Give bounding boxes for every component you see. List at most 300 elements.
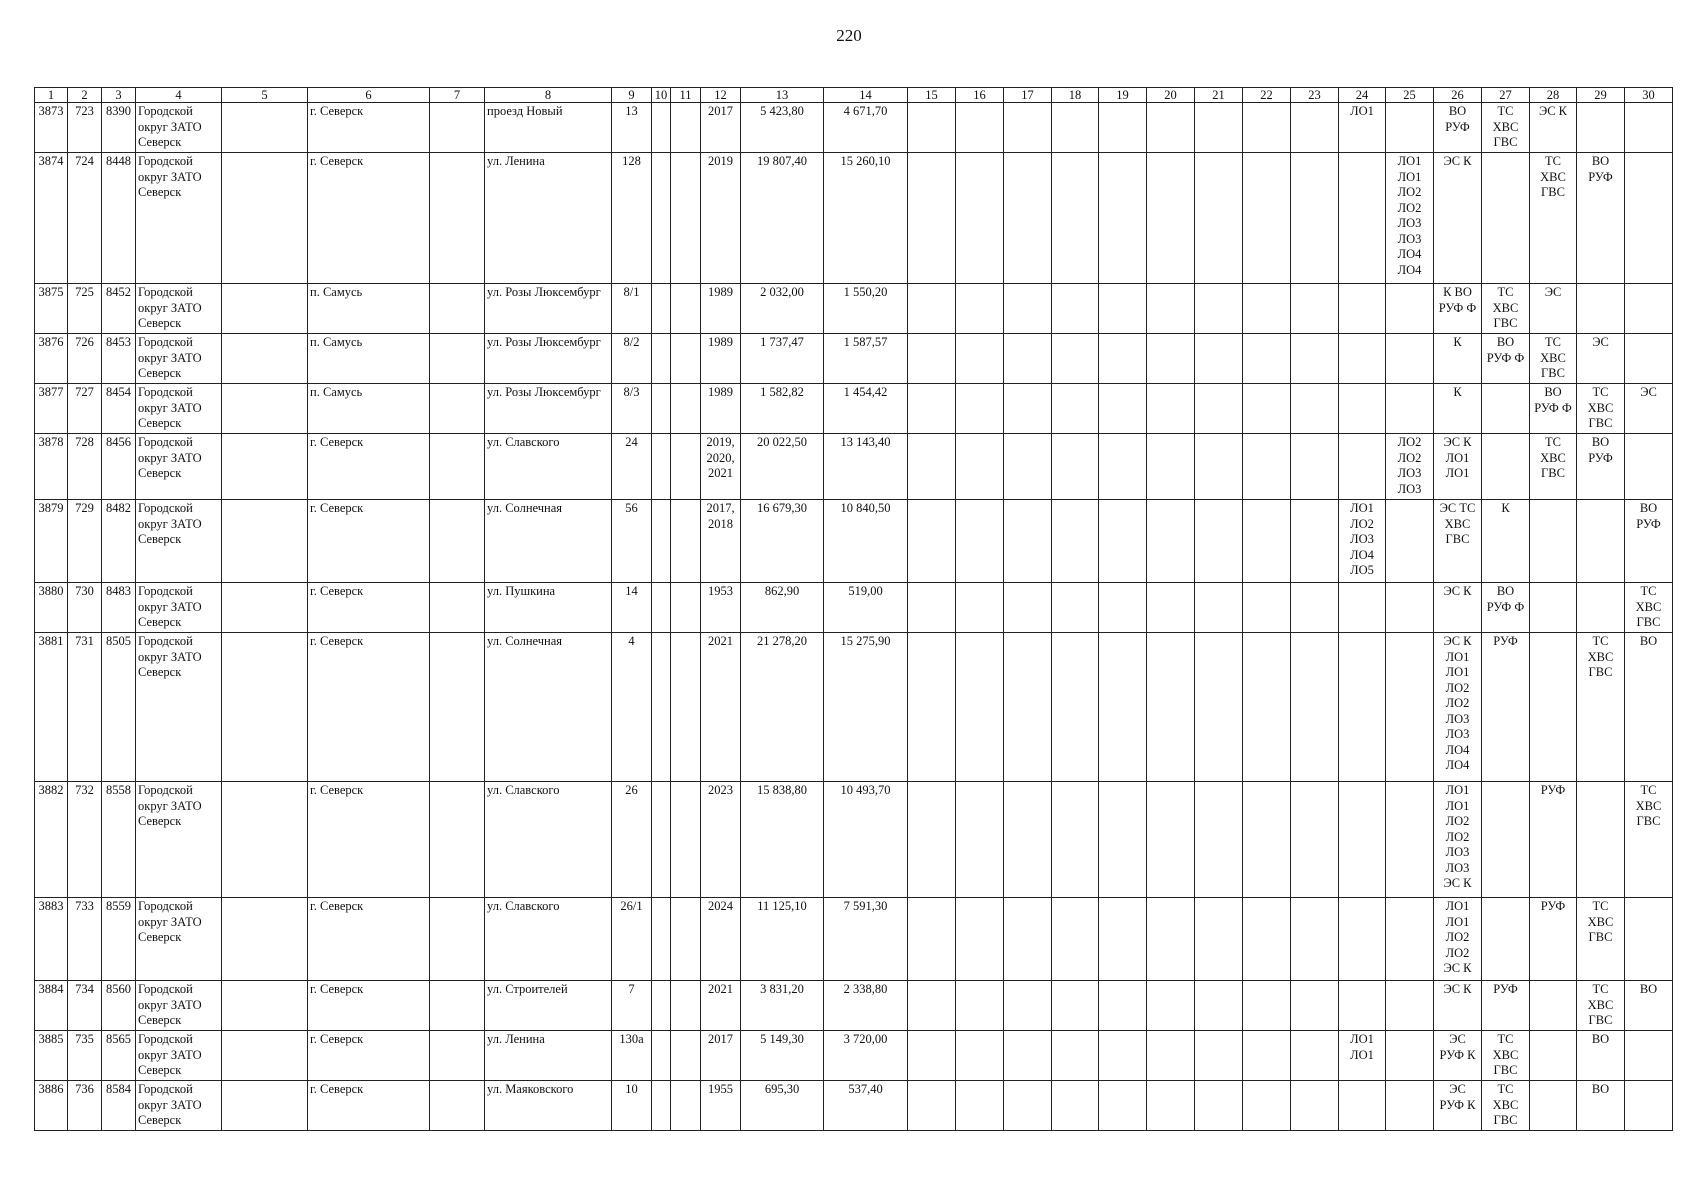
cell-col-14: 519,00 [824, 583, 908, 633]
cell-col-30: ВО РУФ [1625, 500, 1673, 583]
cell-col-7 [430, 153, 485, 284]
cell-col-11 [671, 633, 701, 782]
cell-col-27: ТС ХВС ГВС [1482, 1081, 1530, 1131]
cell-col-8: ул. Славского [485, 898, 612, 981]
cell-col-1: 3886 [35, 1081, 68, 1131]
cell-col-8: ул. Солнечная [485, 500, 612, 583]
cell-col-12: 2019, 2020, 2021 [701, 434, 741, 500]
cell-col-3: 8456 [102, 434, 136, 500]
cell-col-10 [652, 153, 671, 284]
cell-col-12: 1989 [701, 384, 741, 434]
cell-col-12: 2021 [701, 981, 741, 1031]
cell-col-18 [1052, 981, 1099, 1031]
cell-col-16 [956, 583, 1004, 633]
cell-col-18 [1052, 898, 1099, 981]
cell-col-16 [956, 153, 1004, 284]
column-number-24: 24 [1339, 88, 1386, 103]
cell-col-24 [1339, 284, 1386, 334]
cell-col-10 [652, 583, 671, 633]
cell-col-10 [652, 1081, 671, 1131]
table-row [35, 103, 1673, 153]
cell-col-26: ЭС РУФ К [1434, 1081, 1482, 1131]
cell-col-23 [1291, 284, 1339, 334]
cell-col-8: ул. Солнечная [485, 633, 612, 782]
cell-col-12: 2017 [701, 103, 741, 153]
cell-col-12: 2017 [701, 1031, 741, 1081]
cell-col-24 [1339, 898, 1386, 981]
cell-col-7 [430, 583, 485, 633]
cell-col-22 [1243, 334, 1291, 384]
cell-col-24 [1339, 583, 1386, 633]
cell-col-24 [1339, 434, 1386, 500]
cell-col-9: 7 [612, 981, 652, 1031]
cell-col-3: 8560 [102, 981, 136, 1031]
cell-col-18 [1052, 782, 1099, 898]
cell-col-1: 3875 [35, 284, 68, 334]
cell-col-28 [1530, 981, 1577, 1031]
cell-col-29 [1577, 284, 1625, 334]
cell-col-19 [1099, 153, 1147, 284]
cell-col-17 [1004, 153, 1052, 284]
cell-col-26: ЭС К [1434, 583, 1482, 633]
cell-col-29: ВО РУФ [1577, 434, 1625, 500]
cell-col-17 [1004, 898, 1052, 981]
cell-col-3: 8558 [102, 782, 136, 898]
cell-col-3: 8505 [102, 633, 136, 782]
cell-col-21 [1195, 500, 1243, 583]
cell-col-19 [1099, 500, 1147, 583]
cell-col-15 [908, 500, 956, 583]
cell-col-5 [222, 633, 308, 782]
cell-col-5 [222, 898, 308, 981]
cell-col-21 [1195, 583, 1243, 633]
cell-col-3: 8483 [102, 583, 136, 633]
cell-col-4: Городской округ ЗАТО Северск [136, 384, 222, 434]
cell-col-22 [1243, 284, 1291, 334]
cell-col-22 [1243, 434, 1291, 500]
cell-col-30: ВО [1625, 633, 1673, 782]
cell-col-27: РУФ [1482, 633, 1530, 782]
cell-col-18 [1052, 1081, 1099, 1131]
cell-col-29: ТС ХВС ГВС [1577, 633, 1625, 782]
column-number-11: 11 [671, 88, 701, 103]
cell-col-5 [222, 1081, 308, 1131]
cell-col-25 [1386, 334, 1434, 384]
cell-col-29: ВО [1577, 1031, 1625, 1081]
cell-col-27 [1482, 782, 1530, 898]
column-number-21: 21 [1195, 88, 1243, 103]
cell-col-25 [1386, 898, 1434, 981]
page-number: 220 [836, 26, 862, 45]
cell-col-23 [1291, 898, 1339, 981]
cell-col-24 [1339, 384, 1386, 434]
cell-col-24 [1339, 981, 1386, 1031]
table-row [35, 153, 1673, 284]
cell-col-1: 3878 [35, 434, 68, 500]
cell-col-14: 1 587,57 [824, 334, 908, 384]
cell-col-14: 4 671,70 [824, 103, 908, 153]
cell-col-28: ЭС К [1530, 103, 1577, 153]
cell-col-4: Городской округ ЗАТО Северск [136, 1081, 222, 1131]
cell-col-2: 735 [68, 1031, 102, 1081]
cell-col-16 [956, 633, 1004, 782]
cell-col-28 [1530, 1031, 1577, 1081]
cell-col-26: ВО РУФ [1434, 103, 1482, 153]
cell-col-6: п. Самусь [308, 284, 430, 334]
cell-col-22 [1243, 782, 1291, 898]
cell-col-11 [671, 898, 701, 981]
cell-col-11 [671, 434, 701, 500]
cell-col-7 [430, 782, 485, 898]
cell-col-28 [1530, 633, 1577, 782]
cell-col-23 [1291, 500, 1339, 583]
cell-col-15 [908, 103, 956, 153]
cell-col-23 [1291, 1081, 1339, 1131]
cell-col-28: ТС ХВС ГВС [1530, 434, 1577, 500]
cell-col-13: 20 022,50 [741, 434, 824, 500]
cell-col-24: ЛО1 ЛО1 [1339, 1031, 1386, 1081]
cell-col-20 [1147, 384, 1195, 434]
cell-col-9: 8/2 [612, 334, 652, 384]
cell-col-14: 15 275,90 [824, 633, 908, 782]
cell-col-6: г. Северск [308, 1081, 430, 1131]
cell-col-1: 3877 [35, 384, 68, 434]
cell-col-6: г. Северск [308, 500, 430, 583]
cell-col-15 [908, 981, 956, 1031]
cell-col-20 [1147, 782, 1195, 898]
cell-col-21 [1195, 981, 1243, 1031]
cell-col-6: г. Северск [308, 103, 430, 153]
cell-col-4: Городской округ ЗАТО Северск [136, 103, 222, 153]
cell-col-4: Городской округ ЗАТО Северск [136, 153, 222, 284]
cell-col-7 [430, 1081, 485, 1131]
cell-col-26: ЭС К ЛО1 ЛО1 ЛО2 ЛО2 ЛО3 ЛО3 ЛО4 ЛО4 [1434, 633, 1482, 782]
cell-col-23 [1291, 1031, 1339, 1081]
cell-col-22 [1243, 153, 1291, 284]
column-number-30: 30 [1625, 88, 1673, 103]
cell-col-23 [1291, 633, 1339, 782]
column-number-27: 27 [1482, 88, 1530, 103]
cell-col-25: ЛО2 ЛО2 ЛО3 ЛО3 [1386, 434, 1434, 500]
cell-col-8: ул. Славского [485, 434, 612, 500]
cell-col-11 [671, 583, 701, 633]
cell-col-16 [956, 284, 1004, 334]
cell-col-4: Городской округ ЗАТО Северск [136, 284, 222, 334]
column-number-5: 5 [222, 88, 308, 103]
cell-col-26: ЛО1 ЛО1 ЛО2 ЛО2 ЭС К [1434, 898, 1482, 981]
cell-col-12: 2021 [701, 633, 741, 782]
cell-col-10 [652, 500, 671, 583]
cell-col-11 [671, 103, 701, 153]
cell-col-14: 2 338,80 [824, 981, 908, 1031]
cell-col-20 [1147, 1031, 1195, 1081]
cell-col-25 [1386, 384, 1434, 434]
cell-col-11 [671, 981, 701, 1031]
cell-col-4: Городской округ ЗАТО Северск [136, 898, 222, 981]
cell-col-2: 730 [68, 583, 102, 633]
cell-col-22 [1243, 384, 1291, 434]
cell-col-17 [1004, 103, 1052, 153]
cell-col-11 [671, 153, 701, 284]
cell-col-24: ЛО1 ЛО2 ЛО3 ЛО4 ЛО5 [1339, 500, 1386, 583]
column-number-4: 4 [136, 88, 222, 103]
cell-col-25 [1386, 583, 1434, 633]
cell-col-23 [1291, 981, 1339, 1031]
cell-col-21 [1195, 1081, 1243, 1131]
cell-col-6: г. Северск [308, 981, 430, 1031]
cell-col-2: 734 [68, 981, 102, 1031]
cell-col-14: 15 260,10 [824, 153, 908, 284]
cell-col-14: 10 840,50 [824, 500, 908, 583]
column-number-22: 22 [1243, 88, 1291, 103]
cell-col-17 [1004, 981, 1052, 1031]
cell-col-10 [652, 103, 671, 153]
cell-col-13: 5 423,80 [741, 103, 824, 153]
cell-col-24 [1339, 334, 1386, 384]
cell-col-10 [652, 384, 671, 434]
cell-col-2: 725 [68, 284, 102, 334]
column-number-16: 16 [956, 88, 1004, 103]
cell-col-6: п. Самусь [308, 384, 430, 434]
cell-col-12: 1989 [701, 284, 741, 334]
cell-col-8: ул. Пушкина [485, 583, 612, 633]
cell-col-6: г. Северск [308, 583, 430, 633]
cell-col-9: 13 [612, 103, 652, 153]
cell-col-11 [671, 782, 701, 898]
cell-col-17 [1004, 500, 1052, 583]
cell-col-27 [1482, 898, 1530, 981]
cell-col-6: п. Самусь [308, 334, 430, 384]
cell-col-4: Городской округ ЗАТО Северск [136, 981, 222, 1031]
cell-col-8: ул. Славского [485, 782, 612, 898]
cell-col-9: 10 [612, 1081, 652, 1131]
cell-col-29 [1577, 103, 1625, 153]
cell-col-29 [1577, 782, 1625, 898]
cell-col-14: 1 550,20 [824, 284, 908, 334]
column-number-3: 3 [102, 88, 136, 103]
cell-col-13: 21 278,20 [741, 633, 824, 782]
cell-col-12: 2017, 2018 [701, 500, 741, 583]
cell-col-7 [430, 500, 485, 583]
cell-col-2: 724 [68, 153, 102, 284]
cell-col-19 [1099, 284, 1147, 334]
cell-col-8: ул. Ленина [485, 1031, 612, 1081]
cell-col-29: ТС ХВС ГВС [1577, 898, 1625, 981]
cell-col-24 [1339, 633, 1386, 782]
cell-col-19 [1099, 434, 1147, 500]
cell-col-14: 537,40 [824, 1081, 908, 1131]
cell-col-10 [652, 284, 671, 334]
cell-col-7 [430, 434, 485, 500]
cell-col-3: 8454 [102, 384, 136, 434]
cell-col-26: ЭС К ЛО1 ЛО1 [1434, 434, 1482, 500]
cell-col-2: 733 [68, 898, 102, 981]
table-row [35, 334, 1673, 384]
cell-col-7 [430, 633, 485, 782]
cell-col-18 [1052, 583, 1099, 633]
column-number-23: 23 [1291, 88, 1339, 103]
cell-col-15 [908, 633, 956, 782]
cell-col-6: г. Северск [308, 1031, 430, 1081]
cell-col-22 [1243, 633, 1291, 782]
cell-col-27: ТС ХВС ГВС [1482, 284, 1530, 334]
cell-col-28 [1530, 1081, 1577, 1131]
cell-col-20 [1147, 981, 1195, 1031]
cell-col-28: РУФ [1530, 898, 1577, 981]
column-number-7: 7 [430, 88, 485, 103]
cell-col-25 [1386, 1031, 1434, 1081]
cell-col-6: г. Северск [308, 633, 430, 782]
cell-col-13: 11 125,10 [741, 898, 824, 981]
column-number-6: 6 [308, 88, 430, 103]
cell-col-22 [1243, 981, 1291, 1031]
column-number-29: 29 [1577, 88, 1625, 103]
cell-col-3: 8565 [102, 1031, 136, 1081]
cell-col-11 [671, 1031, 701, 1081]
cell-col-16 [956, 898, 1004, 981]
cell-col-5 [222, 384, 308, 434]
table-row [35, 583, 1673, 633]
cell-col-22 [1243, 898, 1291, 981]
cell-col-1: 3879 [35, 500, 68, 583]
cell-col-28: ЭС [1530, 284, 1577, 334]
cell-col-12: 2024 [701, 898, 741, 981]
cell-col-16 [956, 1081, 1004, 1131]
cell-col-18 [1052, 153, 1099, 284]
cell-col-23 [1291, 583, 1339, 633]
cell-col-24 [1339, 153, 1386, 284]
cell-col-3: 8584 [102, 1081, 136, 1131]
column-number-12: 12 [701, 88, 741, 103]
cell-col-25 [1386, 633, 1434, 782]
cell-col-28: ТС ХВС ГВС [1530, 334, 1577, 384]
cell-col-29 [1577, 583, 1625, 633]
cell-col-5 [222, 1031, 308, 1081]
cell-col-10 [652, 981, 671, 1031]
cell-col-17 [1004, 284, 1052, 334]
cell-col-19 [1099, 782, 1147, 898]
cell-col-27 [1482, 384, 1530, 434]
cell-col-13: 1 582,82 [741, 384, 824, 434]
cell-col-27: ТС ХВС ГВС [1482, 103, 1530, 153]
cell-col-4: Городской округ ЗАТО Северск [136, 1031, 222, 1081]
cell-col-8: ул. Розы Люксембург [485, 384, 612, 434]
cell-col-23 [1291, 384, 1339, 434]
column-number-14: 14 [824, 88, 908, 103]
cell-col-17 [1004, 334, 1052, 384]
cell-col-25 [1386, 500, 1434, 583]
cell-col-5 [222, 981, 308, 1031]
cell-col-6: г. Северск [308, 898, 430, 981]
cell-col-5 [222, 782, 308, 898]
column-number-8: 8 [485, 88, 612, 103]
cell-col-11 [671, 334, 701, 384]
cell-col-3: 8448 [102, 153, 136, 284]
cell-col-23 [1291, 434, 1339, 500]
cell-col-6: г. Северск [308, 782, 430, 898]
cell-col-21 [1195, 633, 1243, 782]
cell-col-18 [1052, 434, 1099, 500]
column-number-9: 9 [612, 88, 652, 103]
cell-col-23 [1291, 103, 1339, 153]
cell-col-25 [1386, 284, 1434, 334]
cell-col-19 [1099, 583, 1147, 633]
cell-col-22 [1243, 583, 1291, 633]
cell-col-19 [1099, 334, 1147, 384]
cell-col-2: 723 [68, 103, 102, 153]
cell-col-28: РУФ [1530, 782, 1577, 898]
cell-col-5 [222, 103, 308, 153]
cell-col-13: 862,90 [741, 583, 824, 633]
cell-col-10 [652, 898, 671, 981]
cell-col-20 [1147, 153, 1195, 284]
cell-col-22 [1243, 500, 1291, 583]
cell-col-16 [956, 500, 1004, 583]
cell-col-10 [652, 334, 671, 384]
column-number-20: 20 [1147, 88, 1195, 103]
cell-col-20 [1147, 284, 1195, 334]
cell-col-15 [908, 434, 956, 500]
cell-col-28: ТС ХВС ГВС [1530, 153, 1577, 284]
header-row [35, 88, 1673, 103]
cell-col-18 [1052, 284, 1099, 334]
cell-col-27: ТС ХВС ГВС [1482, 1031, 1530, 1081]
cell-col-17 [1004, 1031, 1052, 1081]
cell-col-16 [956, 1031, 1004, 1081]
cell-col-12: 2023 [701, 782, 741, 898]
cell-col-18 [1052, 1031, 1099, 1081]
cell-col-16 [956, 384, 1004, 434]
cell-col-11 [671, 284, 701, 334]
cell-col-4: Городской округ ЗАТО Северск [136, 633, 222, 782]
cell-col-7 [430, 103, 485, 153]
cell-col-15 [908, 334, 956, 384]
cell-col-1: 3874 [35, 153, 68, 284]
cell-col-8: ул. Розы Люксембург [485, 334, 612, 384]
cell-col-19 [1099, 384, 1147, 434]
cell-col-30 [1625, 153, 1673, 284]
cell-col-3: 8452 [102, 284, 136, 334]
cell-col-23 [1291, 334, 1339, 384]
cell-col-20 [1147, 500, 1195, 583]
cell-col-13: 3 831,20 [741, 981, 824, 1031]
cell-col-2: 726 [68, 334, 102, 384]
cell-col-28: ВО РУФ Ф [1530, 384, 1577, 434]
cell-col-26: К [1434, 384, 1482, 434]
table-row [35, 981, 1673, 1031]
cell-col-30 [1625, 1031, 1673, 1081]
cell-col-19 [1099, 981, 1147, 1031]
cell-col-30: ТС ХВС ГВС [1625, 583, 1673, 633]
cell-col-18 [1052, 334, 1099, 384]
cell-col-13: 19 807,40 [741, 153, 824, 284]
cell-col-19 [1099, 633, 1147, 782]
cell-col-30: ЭС [1625, 384, 1673, 434]
cell-col-22 [1243, 103, 1291, 153]
cell-col-25: ЛО1 ЛО1 ЛО2 ЛО2 ЛО3 ЛО3 ЛО4 ЛО4 [1386, 153, 1434, 284]
cell-col-8: ул. Маяковского [485, 1081, 612, 1131]
cell-col-9: 8/3 [612, 384, 652, 434]
cell-col-25 [1386, 981, 1434, 1031]
cell-col-26: ЭС К [1434, 981, 1482, 1031]
cell-col-9: 130а [612, 1031, 652, 1081]
cell-col-2: 727 [68, 384, 102, 434]
cell-col-25 [1386, 1081, 1434, 1131]
column-number-18: 18 [1052, 88, 1099, 103]
cell-col-19 [1099, 103, 1147, 153]
column-number-10: 10 [652, 88, 671, 103]
column-number-19: 19 [1099, 88, 1147, 103]
